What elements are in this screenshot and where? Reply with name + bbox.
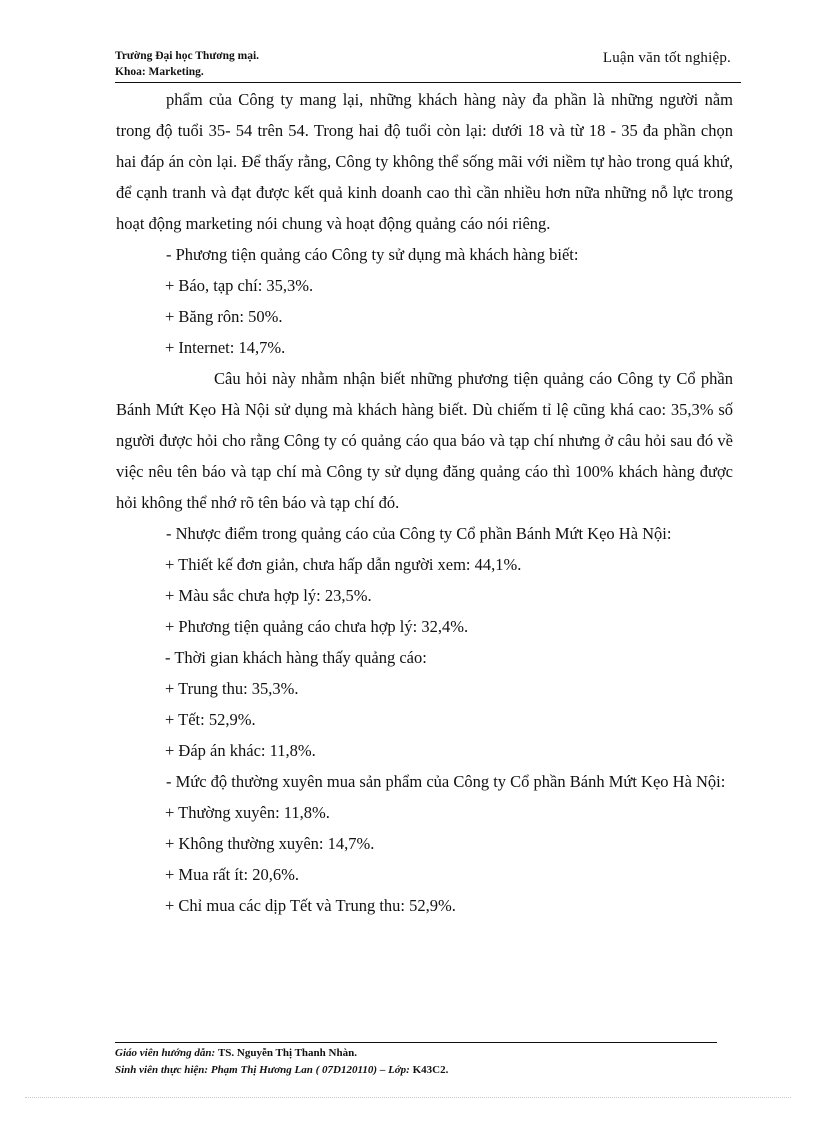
time-heading: - Thời gian khách hàng thấy quảng cáo:	[165, 648, 427, 667]
media-heading: - Phương tiện quảng cáo Công ty sử dụng mà khách hàng biết:	[166, 245, 579, 264]
media-item-newspaper: + Báo, tạp chí: 35,3%.	[165, 276, 314, 295]
frequency-heading: - Mức độ thường xuyên mua sản phẩm của Công ty Cổ phần Bánh Mứt Kẹo Hà Nội:	[166, 772, 726, 791]
paragraph-customer-age: phẩm của Công ty mang lại, những khách hàng này đa phần là những người nằm trong độ tuổi 35- 54 trên 54. Trong hai độ tuổi còn lại: dưới 18 và từ 18 - 35 đa phần chọn hai đáp án còn lại. Để thấy rằng, Công ty không thể sống mãi với niềm tự hào trong quá khứ, để cạnh tranh và đạt được kết quả kinh doanh cao thì cần nhiều hơn nữa những nỗ lực trong hoạt động marketing nói chung và hoạt động quảng cáo nói riêng.	[116, 90, 733, 233]
footer-divider	[115, 1042, 717, 1043]
paragraph-media-analysis: Câu hỏi này nhằm nhận biết những phương tiện quảng cáo Công ty Cổ phần Bánh Mứt Kẹo Hà Nội sử dụng mà khách hàng biết. Dù chiếm tỉ lệ cũng khá cao: 35,3% số người được hỏi cho rằng Công ty có quảng cáo qua báo và tạp chí nhưng ở câu hỏi sau đó về việc nêu tên báo và tạp chí mà Công ty sử dụng đăng quảng cáo thì 100% khách hàng được hỏi không thể nhớ rõ tên báo và tạp chí đó.	[116, 369, 733, 512]
weakness-item-media: + Phương tiện quảng cáo chưa hợp lý: 32,4%.	[165, 617, 469, 636]
faculty-name: Khoa: Marketing.	[115, 66, 204, 78]
page-footer	[115, 1045, 448, 1079]
frequency-item-irregular: + Không thường xuyên: 14,7%.	[165, 834, 375, 853]
weakness-heading: - Nhược điểm trong quảng cáo của Công ty Cổ phần Bánh Mứt Kẹo Hà Nội:	[166, 524, 672, 543]
document-type: Luận văn tốt nghiệp.	[602, 50, 731, 66]
frequency-item-regular: + Thường xuyên: 11,8%.	[165, 803, 330, 822]
weakness-item-color: + Màu sắc chưa hợp lý: 23,5%.	[165, 586, 372, 605]
frequency-item-rare: + Mua rất ít: 20,6%.	[165, 865, 299, 884]
time-item-mid-autumn: + Trung thu: 35,3%.	[165, 679, 299, 698]
media-item-banner: + Băng rôn: 50%.	[165, 307, 283, 326]
student-name: Phạm Thị Hương Lan	[210, 1064, 313, 1076]
header-left	[115, 48, 259, 80]
class-name: K43C2.	[412, 1064, 449, 1076]
supervisor-name: TS. Nguyễn Thị Thanh Nhàn.	[217, 1047, 357, 1059]
time-item-other: + Đáp án khác: 11,8%.	[165, 741, 316, 760]
page-header	[115, 48, 741, 82]
school-name: Trường Đại học Thương mại.	[115, 50, 260, 62]
document-body	[116, 84, 733, 921]
time-item-tet: + Tết: 52,9%.	[165, 710, 256, 729]
student-line	[115, 1062, 448, 1079]
supervisor-line	[115, 1045, 448, 1062]
page-bottom-edge	[25, 1097, 791, 1098]
weakness-item-design: + Thiết kế đơn giản, chưa hấp dẫn người xem: 44,1%.	[165, 555, 522, 574]
frequency-item-holidays: + Chỉ mua các dịp Tết và Trung thu: 52,9%.	[165, 896, 456, 915]
student-id: ( 07D120110)	[315, 1064, 378, 1076]
supervisor-label: Giáo viên hướng dẫn:	[115, 1047, 216, 1059]
header-divider	[115, 82, 741, 83]
class-label: – Lớp:	[379, 1064, 410, 1076]
student-label: Sinh viên thực hiện:	[115, 1064, 209, 1076]
media-item-internet: + Internet: 14,7%.	[165, 338, 286, 357]
